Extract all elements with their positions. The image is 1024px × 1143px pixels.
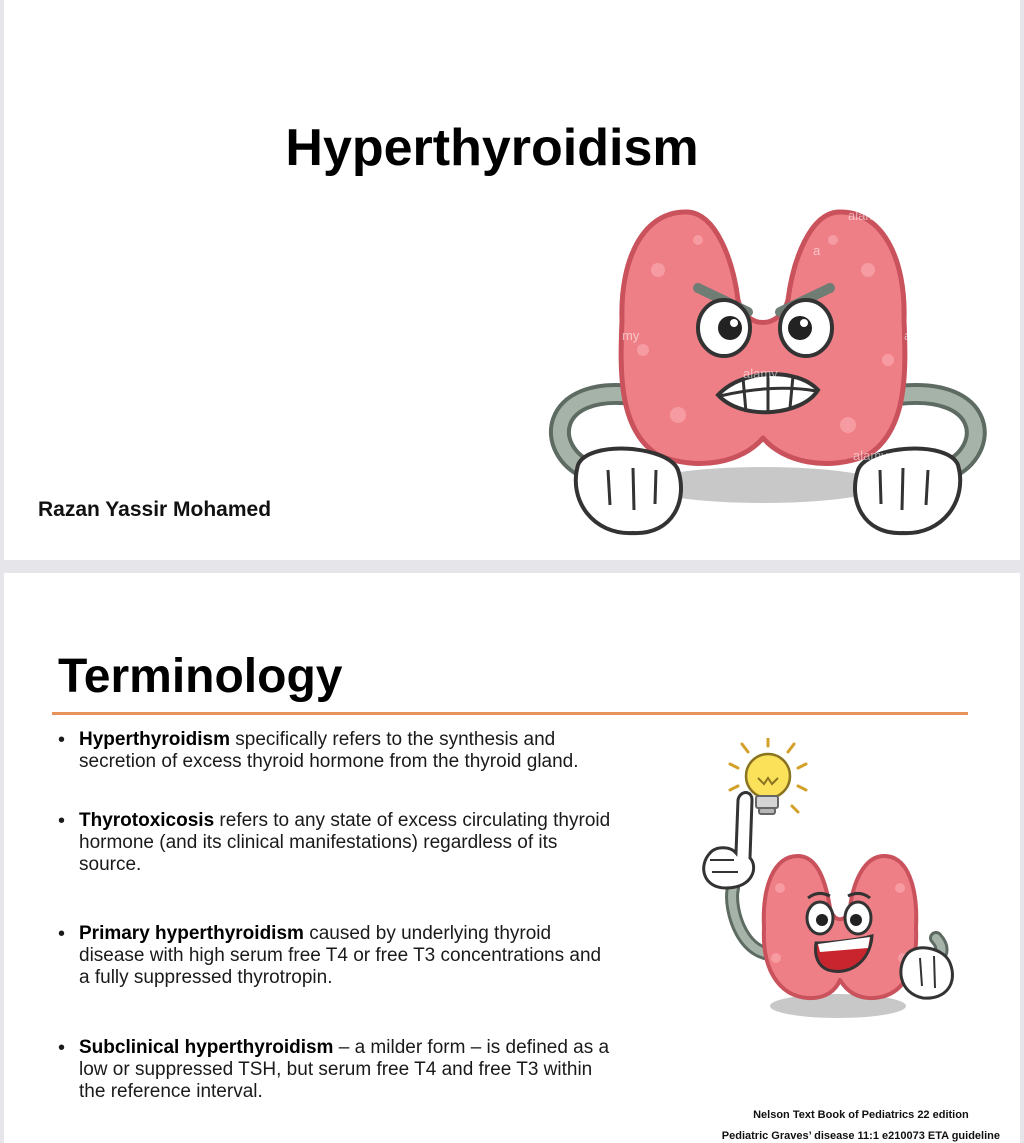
watermark-text: alamy — [848, 208, 883, 223]
reference-line: Nelson Text Book of Pediatrics 22 edition — [753, 1109, 969, 1121]
watermark-text: ala — [904, 328, 922, 343]
angry-thyroid-illustration — [548, 200, 988, 550]
list-item — [56, 1037, 616, 1103]
slide-title — [4, 0, 1020, 560]
term-label: Thyrotoxicosis — [79, 810, 215, 831]
term-definition: refers to any state of excess circulating thyroid hormone (and its clinical manifestations) regardless of its source. — [79, 810, 611, 875]
slide-terminology — [4, 573, 1020, 1143]
term-label: Subclinical hyperthyroidism — [79, 1037, 334, 1058]
terminology-list — [56, 729, 616, 1103]
list-item — [56, 729, 616, 773]
reference-line: Pediatric Graves’ disease 11:1 e210073 ETA guideline — [721, 1130, 1000, 1142]
heading-divider — [52, 712, 968, 715]
list-item — [56, 810, 616, 876]
term-label: Primary hyperthyroidism — [79, 923, 304, 944]
slide-title-heading: Hyperthyroidism — [285, 119, 699, 177]
watermark-text: alamy — [853, 448, 888, 463]
term-definition: – a milder form – is defined as a low or suppressed TSH, but serum free T4 and free T3 within the reference interval. — [79, 1037, 610, 1102]
watermark-text: my — [622, 328, 640, 343]
author-name: Razan Yassir Mohamed — [38, 498, 272, 521]
term-definition: caused by underlying thyroid disease with high serum free T4 or free T3 concentrations and a fully suppressed thyrotropin. — [79, 923, 602, 988]
term-definition: specifically refers to the synthesis and secretion of excess thyroid hormone from the thyroid gland. — [79, 729, 579, 772]
slide-heading: Terminology — [58, 650, 343, 703]
list-item — [56, 923, 616, 989]
watermark-text: a — [813, 243, 821, 258]
watermark-text: alamy — [743, 366, 778, 381]
idea-thyroid-illustration — [688, 738, 958, 1028]
references — [722, 1105, 1000, 1143]
term-label: Hyperthyroidism — [79, 729, 230, 750]
